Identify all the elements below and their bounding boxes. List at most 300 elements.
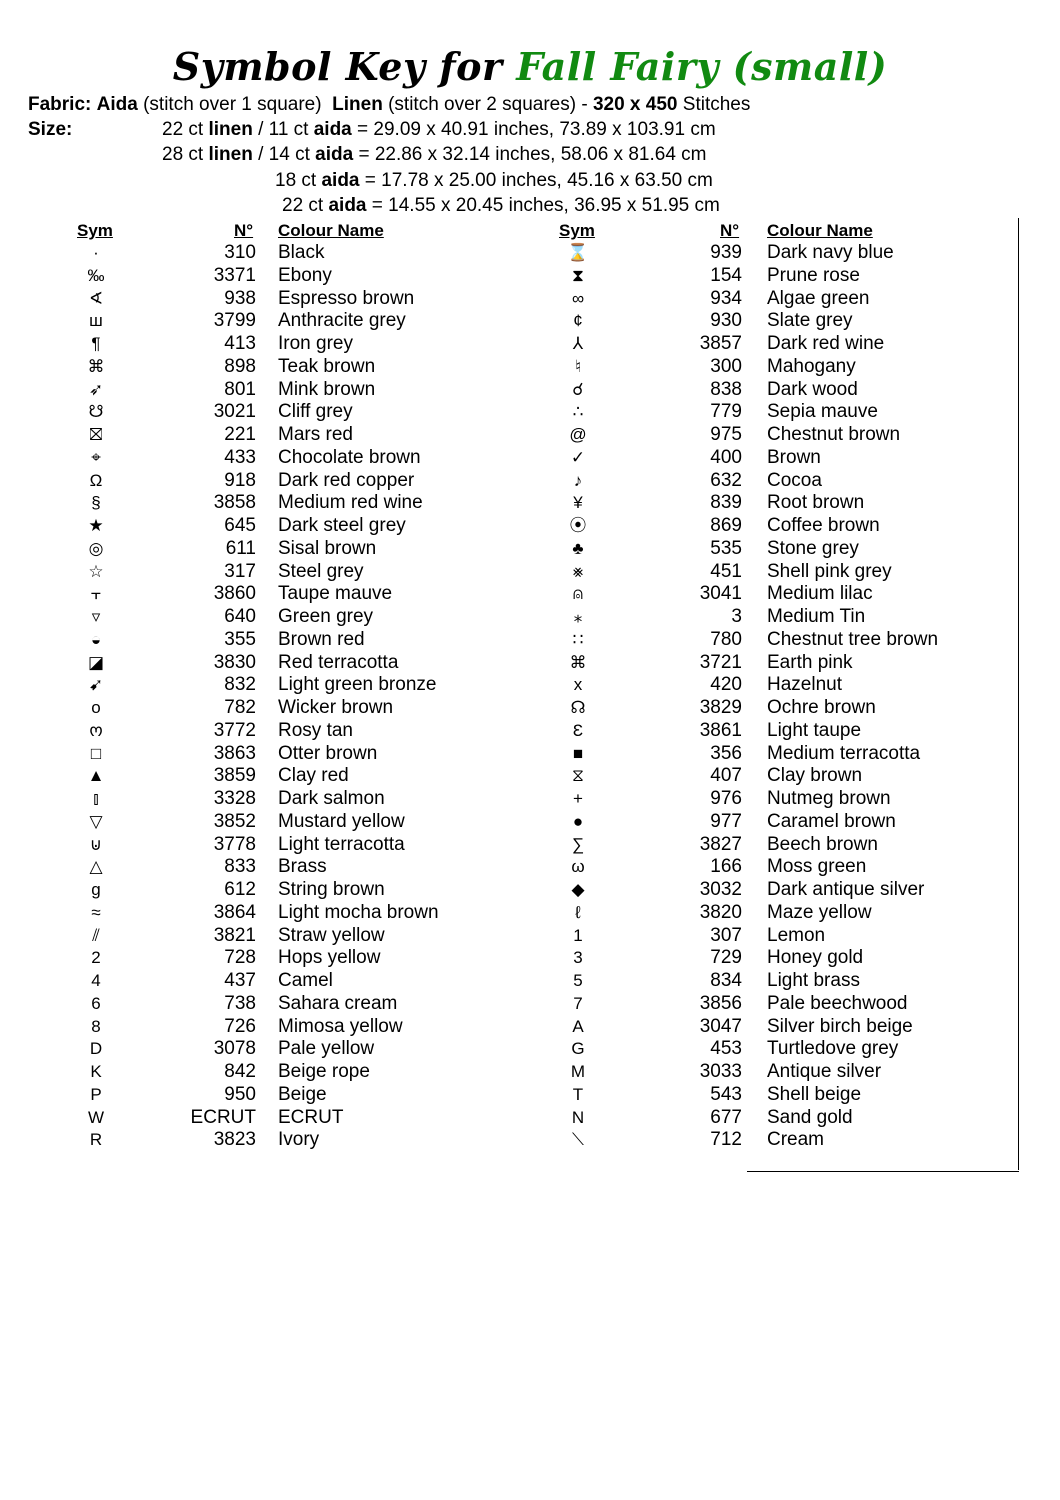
- dmc-number: 834: [710, 970, 742, 991]
- page-title: [0, 44, 1060, 89]
- symbol-glyph: 1: [573, 925, 583, 945]
- table-row: [0, 605, 1060, 628]
- dmc-number: 3823: [213, 1129, 256, 1151]
- symbol-glyph: ☌: [572, 379, 584, 399]
- symbol-glyph: Ɛ: [572, 720, 584, 740]
- dmc-number: 3821: [213, 924, 256, 946]
- colour-name: Chocolate brown: [278, 446, 421, 468]
- dmc-number: 3856: [699, 992, 742, 1014]
- dmc-number: 3860: [213, 583, 256, 605]
- dmc-number: 3371: [213, 264, 256, 286]
- dmc-number: 3858: [213, 492, 256, 514]
- dmc-number: 3830: [213, 651, 256, 673]
- symbol-glyph: ⦿: [569, 516, 587, 535]
- fabric-aida: Aida: [96, 94, 138, 115]
- dmc-number: 307: [710, 924, 742, 946]
- symbol-glyph: R: [89, 1130, 103, 1150]
- dmc-number: 640: [224, 606, 256, 627]
- symbol-glyph: ★: [88, 516, 104, 535]
- symbol-glyph: ⨳: [572, 561, 584, 581]
- table-row: [0, 332, 1060, 355]
- symbol-glyph: ▲: [87, 766, 105, 786]
- stitches-count: 320 x 450: [592, 94, 678, 115]
- table-row: [0, 1060, 1060, 1083]
- symbol-glyph: ო: [89, 720, 103, 740]
- colour-name: Light taupe: [767, 719, 862, 741]
- dmc-number: 154: [710, 264, 742, 286]
- dmc-number: 400: [710, 446, 742, 468]
- size-label: Size:: [28, 119, 73, 140]
- colour-name: Medium red wine: [278, 492, 423, 514]
- table-border-bottom: [747, 1171, 1019, 1172]
- colour-name: Mimosa yellow: [278, 1015, 403, 1037]
- colour-name: Rosy tan: [278, 719, 353, 741]
- symbol-glyph: @: [569, 425, 587, 444]
- table-row: [0, 719, 1060, 742]
- dmc-number: 166: [710, 856, 742, 878]
- dmc-number: 839: [710, 492, 742, 514]
- symbol-glyph: ¥: [573, 493, 583, 513]
- table-row: [0, 309, 1060, 332]
- dmc-number: 300: [710, 355, 742, 377]
- symbol-glyph: ⌖: [91, 447, 101, 467]
- dmc-number: 3328: [213, 788, 256, 809]
- colour-name: Mahogany: [767, 355, 856, 377]
- colour-name: Moss green: [767, 856, 867, 878]
- table-row: [0, 855, 1060, 878]
- dmc-number: 355: [224, 628, 256, 650]
- symbol-glyph: o: [91, 698, 101, 717]
- symbol-glyph: ➶: [88, 379, 104, 399]
- symbol-glyph: ⫾: [93, 789, 99, 808]
- table-row: [0, 264, 1060, 287]
- table-border-right: [1018, 218, 1019, 1170]
- symbol-glyph: ◎: [88, 538, 104, 558]
- symbol-glyph: 8: [91, 1016, 101, 1036]
- header-sym-left: Sym: [77, 221, 113, 240]
- table-row: [0, 651, 1060, 674]
- dmc-number: 407: [710, 765, 742, 787]
- symbol-glyph: ♪: [573, 470, 583, 490]
- colour-name: Light terracotta: [278, 833, 405, 855]
- colour-name: Espresso brown: [278, 287, 415, 309]
- symbol-glyph: P: [90, 1084, 102, 1104]
- symbol-glyph: ⧖: [572, 766, 584, 786]
- symbol-glyph: g: [91, 880, 101, 899]
- symbol-glyph: D: [89, 1039, 103, 1059]
- dmc-number: 3021: [213, 401, 256, 423]
- colour-name: Beige rope: [278, 1061, 370, 1082]
- symbol-glyph: ш: [89, 311, 103, 331]
- header-num-left: N°: [234, 221, 254, 240]
- symbol-glyph: ◪: [87, 652, 105, 672]
- symbol-glyph: ●: [572, 811, 584, 831]
- colour-name: Dark red copper: [278, 469, 415, 491]
- dmc-number: 453: [710, 1038, 742, 1060]
- symbol-glyph: ‰: [87, 265, 105, 285]
- dmc-number: 869: [710, 515, 742, 536]
- colour-name: Mustard yellow: [278, 810, 405, 832]
- dmc-number: 356: [710, 742, 742, 764]
- dmc-number: 3861: [699, 719, 742, 741]
- size-line: 18 ct aida = 17.78 x 25.00 inches, 45.16 x 63.50 cm: [275, 170, 713, 191]
- colour-name: Black: [278, 242, 325, 263]
- colour-name: Anthracite grey: [278, 310, 406, 332]
- colour-name: Dark antique silver: [767, 879, 925, 900]
- dmc-number: 3: [731, 606, 742, 627]
- table-row: [0, 742, 1060, 765]
- dmc-number: 3047: [699, 1015, 742, 1037]
- colour-name: Silver birch beige: [767, 1015, 913, 1037]
- colour-name: String brown: [278, 879, 385, 900]
- symbol-glyph: ⧗: [572, 265, 584, 285]
- table-row: [0, 1037, 1060, 1060]
- dmc-number: 3033: [699, 1061, 742, 1082]
- table-row: [0, 514, 1060, 537]
- dmc-number: 832: [224, 674, 256, 696]
- colour-name: Medium Tin: [767, 606, 866, 627]
- colour-name: Brass: [278, 856, 327, 878]
- symbol-glyph: T: [572, 1084, 584, 1104]
- size-line: 28 ct linen / 14 ct aida = 22.86 x 32.14 inches, 58.06 x 81.64 cm: [162, 144, 707, 165]
- colour-name: Light green bronze: [278, 674, 437, 696]
- title-prefix: Symbol Key for: [172, 44, 503, 89]
- table-row: [0, 924, 1060, 947]
- symbol-glyph: ⌘: [569, 652, 587, 672]
- fabric-label: Fabric:: [28, 94, 92, 115]
- symbol-glyph: ∷: [572, 629, 584, 649]
- dmc-number: 433: [224, 446, 256, 468]
- dmc-number: 3078: [213, 1038, 256, 1060]
- symbol-glyph: ⛝: [89, 425, 103, 444]
- colour-name: Medium lilac: [767, 583, 873, 605]
- symbol-glyph: ⟍: [572, 1130, 584, 1150]
- table-row: [0, 673, 1060, 696]
- colour-name: Beech brown: [767, 833, 878, 855]
- dmc-number: 838: [710, 378, 742, 400]
- dmc-number: 317: [224, 560, 256, 582]
- header-name-left: Colour Name: [278, 221, 384, 240]
- table-row: [0, 1015, 1060, 1038]
- dmc-number: 3852: [213, 810, 256, 832]
- colour-name: Beige: [278, 1083, 327, 1105]
- colour-name: Brown red: [278, 628, 365, 650]
- colour-name: Ochre brown: [767, 697, 876, 718]
- symbol-glyph: 7: [573, 993, 583, 1013]
- symbol-glyph: +: [573, 789, 583, 808]
- symbol-glyph: ¢: [573, 311, 583, 331]
- colour-name: Hops yellow: [278, 947, 381, 969]
- symbol-glyph: ♮: [574, 356, 582, 376]
- colour-name: Iron grey: [278, 333, 353, 354]
- dmc-number: 221: [224, 424, 256, 445]
- dmc-number: 780: [710, 628, 742, 650]
- symbol-glyph: △: [89, 857, 103, 877]
- symbol-glyph: §: [91, 493, 101, 513]
- dmc-number: 645: [224, 515, 256, 536]
- symbol-glyph: ▽: [89, 811, 103, 831]
- colour-name: Shell beige: [767, 1083, 862, 1105]
- dmc-number: 3857: [699, 333, 742, 354]
- dmc-number: 801: [224, 378, 256, 400]
- dmc-number: 728: [224, 947, 256, 969]
- table-row: [0, 810, 1060, 833]
- colour-name: Brown: [767, 446, 821, 468]
- symbol-glyph: ·: [93, 243, 99, 262]
- dmc-number: 3721: [699, 651, 742, 673]
- dmc-number: 842: [224, 1061, 256, 1082]
- dmc-number: 3827: [699, 833, 742, 855]
- table-row: [0, 1106, 1060, 1129]
- header-sym-right: Sym: [559, 221, 595, 240]
- dmc-number: 833: [224, 856, 256, 878]
- table-row: [0, 241, 1060, 264]
- colour-name: Steel grey: [278, 560, 364, 582]
- table-row: [0, 491, 1060, 514]
- symbol-glyph: ▿: [91, 607, 101, 626]
- colour-name: Ivory: [278, 1129, 320, 1151]
- pattern-name: Fall Fairy (small): [516, 44, 888, 89]
- colour-name: Ebony: [278, 264, 332, 286]
- colour-name: Dark salmon: [278, 788, 385, 809]
- dmc-number: 934: [710, 287, 742, 309]
- dmc-number: 712: [710, 1129, 742, 1151]
- symbol-glyph: ¶: [91, 334, 101, 353]
- dmc-number: 3778: [213, 833, 256, 855]
- dmc-number: 677: [710, 1106, 742, 1128]
- dmc-number: 738: [224, 992, 256, 1014]
- colour-name: Red terracotta: [278, 651, 399, 673]
- dmc-number: 918: [224, 469, 256, 491]
- dmc-number: 729: [710, 947, 742, 969]
- table-row: [0, 1128, 1060, 1151]
- symbol-glyph: ☋: [88, 402, 104, 422]
- symbol-glyph: ☊: [570, 698, 586, 717]
- size-line: 22 ct linen / 11 ct aida = 29.09 x 40.91 inches, 73.89 x 103.91 cm: [162, 119, 716, 140]
- colour-name: Prune rose: [767, 264, 860, 286]
- symbol-glyph: ◒: [90, 629, 102, 649]
- table-row: [0, 787, 1060, 810]
- colour-name: Mars red: [278, 424, 353, 445]
- colour-name: Mink brown: [278, 378, 376, 400]
- dmc-number: 3829: [699, 697, 742, 718]
- header-name-right: Colour Name: [767, 221, 873, 240]
- colour-name: Sahara cream: [278, 992, 398, 1014]
- table-row: [0, 355, 1060, 378]
- colour-name: Chestnut brown: [767, 424, 901, 445]
- symbol-glyph: 3: [573, 948, 583, 968]
- colour-name: Turtledove grey: [767, 1038, 899, 1060]
- symbol-glyph: ➹: [88, 675, 104, 695]
- colour-name: Cream: [767, 1129, 825, 1151]
- symbol-glyph: ω: [571, 857, 585, 877]
- fabric-linen: Linen: [332, 94, 383, 115]
- colour-name: Algae green: [767, 287, 870, 309]
- colour-name: Medium terracotta: [767, 742, 921, 764]
- symbol-glyph: ♣: [572, 538, 584, 558]
- symbol-glyph: K: [90, 1062, 102, 1081]
- dmc-number: 3820: [699, 901, 742, 923]
- symbol-glyph: 5: [573, 971, 583, 990]
- colour-name: Caramel brown: [767, 810, 896, 832]
- colour-name: Cliff grey: [278, 401, 353, 423]
- symbol-glyph: ∢: [88, 288, 104, 308]
- symbol-glyph: ∞: [571, 288, 585, 308]
- dmc-number: 3863: [213, 742, 256, 764]
- colour-name: Light brass: [767, 970, 860, 991]
- table-row: [0, 287, 1060, 310]
- dmc-number: ECRUT: [190, 1106, 256, 1128]
- colour-name: Hazelnut: [767, 674, 842, 696]
- colour-name: Dark wood: [767, 378, 858, 400]
- dmc-number: 930: [710, 310, 742, 332]
- symbol-glyph: ⁎: [573, 607, 583, 626]
- colour-name: Camel: [278, 970, 333, 991]
- table-row: [0, 560, 1060, 583]
- symbol-glyph: ∴: [572, 402, 584, 422]
- dmc-number: 612: [224, 879, 256, 900]
- colour-name: Clay brown: [767, 765, 863, 787]
- colour-name: Clay red: [278, 765, 349, 787]
- table-row: [0, 423, 1060, 446]
- table-row: [0, 469, 1060, 492]
- colour-name: Nutmeg brown: [767, 788, 891, 809]
- colour-name: Dark red wine: [767, 333, 885, 354]
- symbol-glyph: ⫟: [90, 584, 102, 604]
- dmc-number: 939: [710, 242, 742, 263]
- symbol-glyph: ◆: [571, 880, 585, 899]
- symbol-glyph: 6: [91, 993, 101, 1013]
- symbol-glyph: ☆: [88, 561, 104, 581]
- symbol-glyph: W: [87, 1107, 105, 1127]
- colour-name: Wicker brown: [278, 697, 394, 718]
- symbol-glyph: ■: [572, 743, 584, 763]
- dmc-number: 726: [224, 1015, 256, 1037]
- colour-name: Shell pink grey: [767, 560, 892, 582]
- colour-name: Pale yellow: [278, 1038, 375, 1060]
- dmc-number: 632: [710, 469, 742, 491]
- symbol-glyph: Ω: [89, 470, 103, 490]
- table-row: [0, 1083, 1060, 1106]
- dmc-number: 535: [710, 537, 742, 559]
- dmc-number: 3799: [213, 310, 256, 332]
- dmc-number: 543: [710, 1083, 742, 1105]
- symbol-glyph: 2: [91, 948, 101, 968]
- colour-name: Pale beechwood: [767, 992, 908, 1014]
- colour-name: Straw yellow: [278, 924, 385, 946]
- symbol-glyph: ⫽: [92, 925, 100, 945]
- dmc-number: 3772: [213, 719, 256, 741]
- dmc-number: 3041: [699, 583, 742, 605]
- table-row: [0, 400, 1060, 423]
- table-row: [0, 378, 1060, 401]
- symbol-glyph: 4: [91, 971, 101, 990]
- fabric-aida-note: (stitch over 1 square): [143, 94, 322, 115]
- dmc-number: 413: [224, 333, 256, 354]
- dmc-number: 437: [224, 970, 256, 991]
- table-row: [0, 628, 1060, 651]
- symbol-glyph: N: [571, 1107, 585, 1127]
- colour-name: Dark navy blue: [767, 242, 894, 263]
- colour-name: Root brown: [767, 492, 865, 514]
- dmc-number: 898: [224, 355, 256, 377]
- colour-name: Chestnut tree brown: [767, 628, 939, 650]
- colour-name: Stone grey: [767, 537, 859, 559]
- dmc-number: 976: [710, 788, 742, 809]
- symbol-glyph: ✓: [570, 447, 586, 467]
- dmc-number: 782: [224, 697, 256, 718]
- symbol-glyph: ⌘: [87, 356, 105, 376]
- colour-name: Taupe mauve: [278, 583, 393, 605]
- dmc-number: 3859: [213, 765, 256, 787]
- colour-name: Earth pink: [767, 651, 853, 673]
- colour-name: Sand gold: [767, 1106, 853, 1128]
- colour-name: Teak brown: [278, 355, 376, 377]
- colour-name: Sepia mauve: [767, 401, 878, 423]
- table-row: [0, 696, 1060, 719]
- symbol-glyph: M: [570, 1062, 586, 1081]
- colour-name: Maze yellow: [767, 901, 872, 923]
- dmc-number: 310: [224, 242, 256, 263]
- stitches-word: Stitches: [682, 94, 751, 115]
- dmc-number: 950: [224, 1083, 256, 1105]
- dmc-number: 977: [710, 810, 742, 832]
- symbol-glyph: ⊍: [89, 834, 103, 854]
- table-row: [0, 878, 1060, 901]
- colour-name: Honey gold: [767, 947, 864, 969]
- symbol-glyph: ⅄: [572, 334, 584, 353]
- symbol-glyph: G: [571, 1039, 585, 1059]
- colour-name: Lemon: [767, 924, 826, 946]
- dmc-number: 3032: [699, 879, 742, 900]
- symbol-glyph: ⌛: [567, 243, 589, 262]
- dmc-number: 975: [710, 424, 742, 445]
- dmc-number: 938: [224, 287, 256, 309]
- symbol-glyph: A: [572, 1016, 584, 1036]
- table-row: [0, 992, 1060, 1015]
- table-row: [0, 582, 1060, 605]
- colour-name: Dark steel grey: [278, 515, 406, 536]
- table-row: [0, 764, 1060, 787]
- table-row: [0, 946, 1060, 969]
- colour-name: ECRUT: [278, 1106, 344, 1128]
- colour-name: Otter brown: [278, 742, 378, 764]
- symbol-glyph: □: [90, 743, 102, 763]
- table-row: [0, 537, 1060, 560]
- fabric-linen-note: (stitch over 2 squares) -: [388, 94, 588, 115]
- colour-name: Cocoa: [767, 469, 822, 491]
- dmc-number: 611: [225, 537, 256, 559]
- fabric-line: [28, 94, 750, 116]
- table-row: [0, 969, 1060, 992]
- symbol-glyph: x: [573, 675, 583, 695]
- size-line: 22 ct aida = 14.55 x 20.45 inches, 36.95 x 51.95 cm: [282, 195, 720, 216]
- dmc-number: 3864: [213, 901, 256, 923]
- colour-name: Light mocha brown: [278, 901, 439, 923]
- symbol-glyph: ∑: [571, 834, 585, 854]
- table-row: [0, 901, 1060, 924]
- symbol-glyph: ℓ: [575, 902, 581, 922]
- table-row: [0, 833, 1060, 856]
- colour-name: Green grey: [278, 606, 374, 627]
- colour-name: Sisal brown: [278, 537, 377, 559]
- dmc-number: 451: [710, 560, 742, 582]
- header-num-right: N°: [720, 221, 740, 240]
- symbol-glyph: ⍝: [572, 584, 584, 604]
- colour-name: Coffee brown: [767, 515, 880, 536]
- symbol-glyph: ≈: [91, 902, 101, 922]
- dmc-number: 779: [710, 401, 742, 423]
